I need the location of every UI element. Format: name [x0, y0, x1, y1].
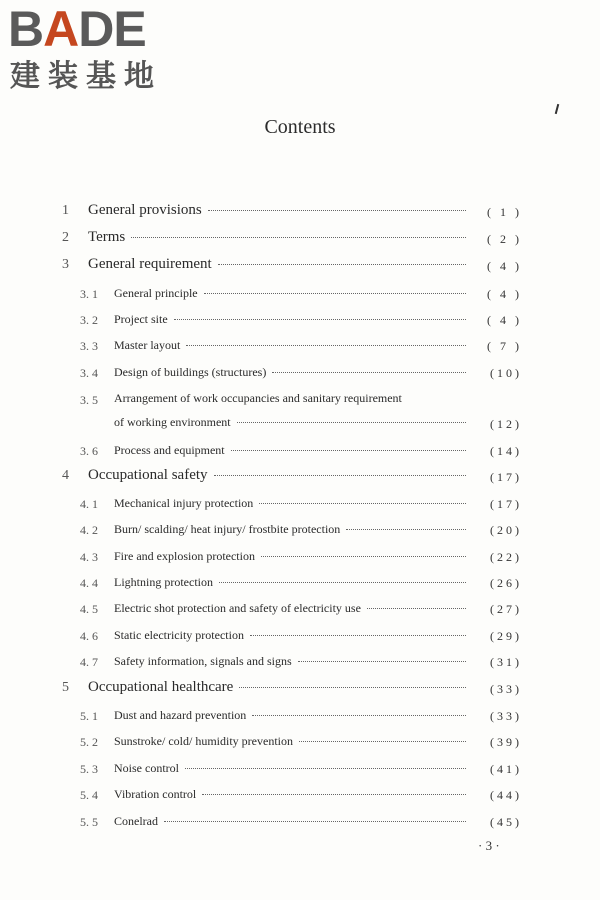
- toc-title: Design of buildings (structures): [114, 365, 267, 379]
- toc-section-row[interactable]: [0, 625, 600, 647]
- toc-number: 3. 2: [80, 313, 98, 327]
- toc-title: Fire and explosion protection: [114, 549, 255, 563]
- toc-section-row[interactable]: [0, 598, 600, 620]
- toc-section-row[interactable]: [0, 309, 600, 331]
- toc-leader-dots: [202, 794, 466, 795]
- toc-title: Sunstroke/ cold/ humidity prevention: [114, 734, 293, 748]
- toc-title: General requirement: [88, 256, 212, 272]
- toc-number: 3. 1: [80, 287, 98, 301]
- toc-leader-dots: [259, 503, 466, 504]
- toc-page-ref: ( 2 ): [487, 232, 522, 246]
- toc-section-row[interactable]: [0, 519, 600, 541]
- toc-page-ref: (31): [490, 655, 522, 669]
- toc-title: Process and equipment: [114, 443, 225, 457]
- toc-number: 4. 1: [80, 497, 98, 511]
- toc-leader-dots: [299, 741, 466, 742]
- toc-number: 2: [62, 230, 69, 245]
- toc-title-continued: of working environment: [114, 415, 231, 429]
- toc-chapter-row[interactable]: [0, 255, 600, 277]
- toc-section-row[interactable]: [0, 758, 600, 780]
- toc-page-ref: (45): [490, 815, 522, 829]
- toc-leader-dots: [252, 715, 466, 716]
- logo-wordmark: BADE: [8, 1, 146, 57]
- toc-page-ref: (39): [490, 735, 522, 749]
- toc-title: Master layout: [114, 338, 181, 352]
- toc-leader-dots: [164, 821, 466, 822]
- toc-number: 4. 2: [80, 523, 98, 537]
- toc-title: Project site: [114, 312, 168, 326]
- toc-leader-dots: [298, 661, 466, 662]
- toc-number: 4. 6: [80, 629, 98, 643]
- toc-number: 1: [62, 203, 69, 218]
- toc-number: 5. 3: [80, 762, 98, 776]
- toc-section-row[interactable]: [0, 811, 600, 833]
- toc-page-ref: (41): [490, 762, 522, 776]
- toc-section-row[interactable]: [0, 389, 600, 431]
- toc-page-ref: (17): [490, 470, 522, 484]
- toc-title: Dust and hazard prevention: [114, 708, 247, 722]
- toc-title: Burn/ scalding/ heat injury/ frostbite protection: [114, 522, 341, 536]
- toc-leader-dots: [272, 372, 466, 373]
- toc-leader-dots: [231, 450, 466, 451]
- toc-section-row[interactable]: [0, 705, 600, 727]
- logo-chinese-text: 建装基地: [10, 59, 162, 94]
- toc-page-ref: ( 7 ): [487, 339, 522, 353]
- toc-page-ref: ( 4 ): [487, 313, 522, 327]
- toc-title: Electric shot protection and safety of electricity use: [114, 601, 361, 615]
- toc-number: 5. 5: [80, 815, 98, 829]
- toc-title: Conelrad: [114, 814, 158, 828]
- toc-page-ref: ( 4 ): [487, 287, 522, 301]
- toc-title: Noise control: [114, 761, 179, 775]
- toc-number: 4. 7: [80, 655, 98, 669]
- toc-page-ref: ( 1 ): [487, 205, 522, 219]
- toc-number: 3: [62, 257, 69, 272]
- toc-leader-dots: [239, 687, 466, 688]
- toc-page-ref: (33): [490, 682, 522, 696]
- toc-page-ref: ( 4 ): [487, 259, 522, 273]
- page-number: · 3 ·: [478, 838, 500, 853]
- toc-chapter-row[interactable]: [0, 678, 600, 700]
- stray-mark: [555, 104, 560, 114]
- toc-page-ref: (27): [490, 602, 522, 616]
- toc-number: 4. 5: [80, 602, 98, 616]
- toc-chapter-row[interactable]: [0, 201, 600, 223]
- toc-leader-dots: [204, 293, 466, 294]
- bade-logo: [6, 1, 178, 96]
- toc-section-row[interactable]: [0, 651, 600, 673]
- toc-section-row[interactable]: [0, 335, 600, 357]
- toc-number: 4. 3: [80, 550, 98, 564]
- toc-number: 4: [62, 468, 69, 483]
- toc-page-ref: (20): [490, 523, 522, 537]
- toc-number: 3. 3: [80, 339, 98, 353]
- toc-leader-dots: [218, 264, 466, 265]
- toc-section-row[interactable]: [0, 362, 600, 384]
- toc-title: Safety information, signals and signs: [114, 654, 292, 668]
- toc-page-ref: (44): [490, 788, 522, 802]
- toc-chapter-row[interactable]: [0, 466, 600, 488]
- toc-title: General principle: [114, 286, 198, 300]
- toc-number: 5: [62, 680, 69, 695]
- toc-number: 5. 4: [80, 788, 98, 802]
- toc-title: Terms: [88, 229, 126, 245]
- toc-number: 5. 1: [80, 709, 98, 723]
- toc-section-row[interactable]: [0, 784, 600, 806]
- toc-number: 3. 5: [80, 393, 98, 407]
- toc-number: 3. 6: [80, 444, 98, 458]
- toc-title: Occupational safety: [88, 467, 208, 483]
- toc-page-ref: (29): [490, 629, 522, 643]
- toc-title: Static electricity protection: [114, 628, 244, 642]
- toc-title: General provisions: [88, 202, 202, 218]
- toc-leader-dots: [346, 529, 466, 530]
- toc-chapter-row[interactable]: [0, 228, 600, 250]
- toc-page-ref: (33): [490, 709, 522, 723]
- toc-section-row[interactable]: [0, 572, 600, 594]
- toc-leader-dots: [174, 319, 466, 320]
- toc-section-row[interactable]: [0, 546, 600, 568]
- toc-section-row[interactable]: [0, 283, 600, 305]
- toc-page-ref: (22): [490, 550, 522, 564]
- toc-section-row[interactable]: [0, 493, 600, 515]
- toc-number: 3. 4: [80, 366, 98, 380]
- toc-leader-dots: [250, 635, 466, 636]
- toc-leader-dots: [261, 556, 466, 557]
- toc-page-ref: (10): [490, 366, 522, 380]
- toc-leader-dots: [219, 582, 466, 583]
- toc-leader-dots: [214, 475, 466, 476]
- toc-leader-dots: [367, 608, 466, 609]
- toc-section-row[interactable]: [0, 731, 600, 753]
- toc-title: Occupational healthcare: [88, 679, 234, 695]
- toc-leader-dots: [185, 768, 466, 769]
- toc-title: Vibration control: [114, 787, 197, 801]
- toc-section-row[interactable]: [0, 440, 600, 462]
- toc-number: 4. 4: [80, 576, 98, 590]
- page-title: Contents: [264, 116, 336, 138]
- toc-page-ref: (12): [490, 417, 522, 431]
- toc-leader-dots: [208, 210, 466, 211]
- toc-title: Lightning protection: [114, 575, 213, 589]
- toc-number: 5. 2: [80, 735, 98, 749]
- toc-page-ref: (26): [490, 576, 522, 590]
- toc-leader-dots: [186, 345, 466, 346]
- toc-page-ref: (14): [490, 444, 522, 458]
- toc-title: Arrangement of work occupancies and sanitary requirement: [114, 391, 402, 405]
- toc-leader-dots: [131, 237, 466, 238]
- toc-title: Mechanical injury protection: [114, 496, 254, 510]
- toc-leader-dots: [237, 422, 466, 423]
- toc-page-ref: (17): [490, 497, 522, 511]
